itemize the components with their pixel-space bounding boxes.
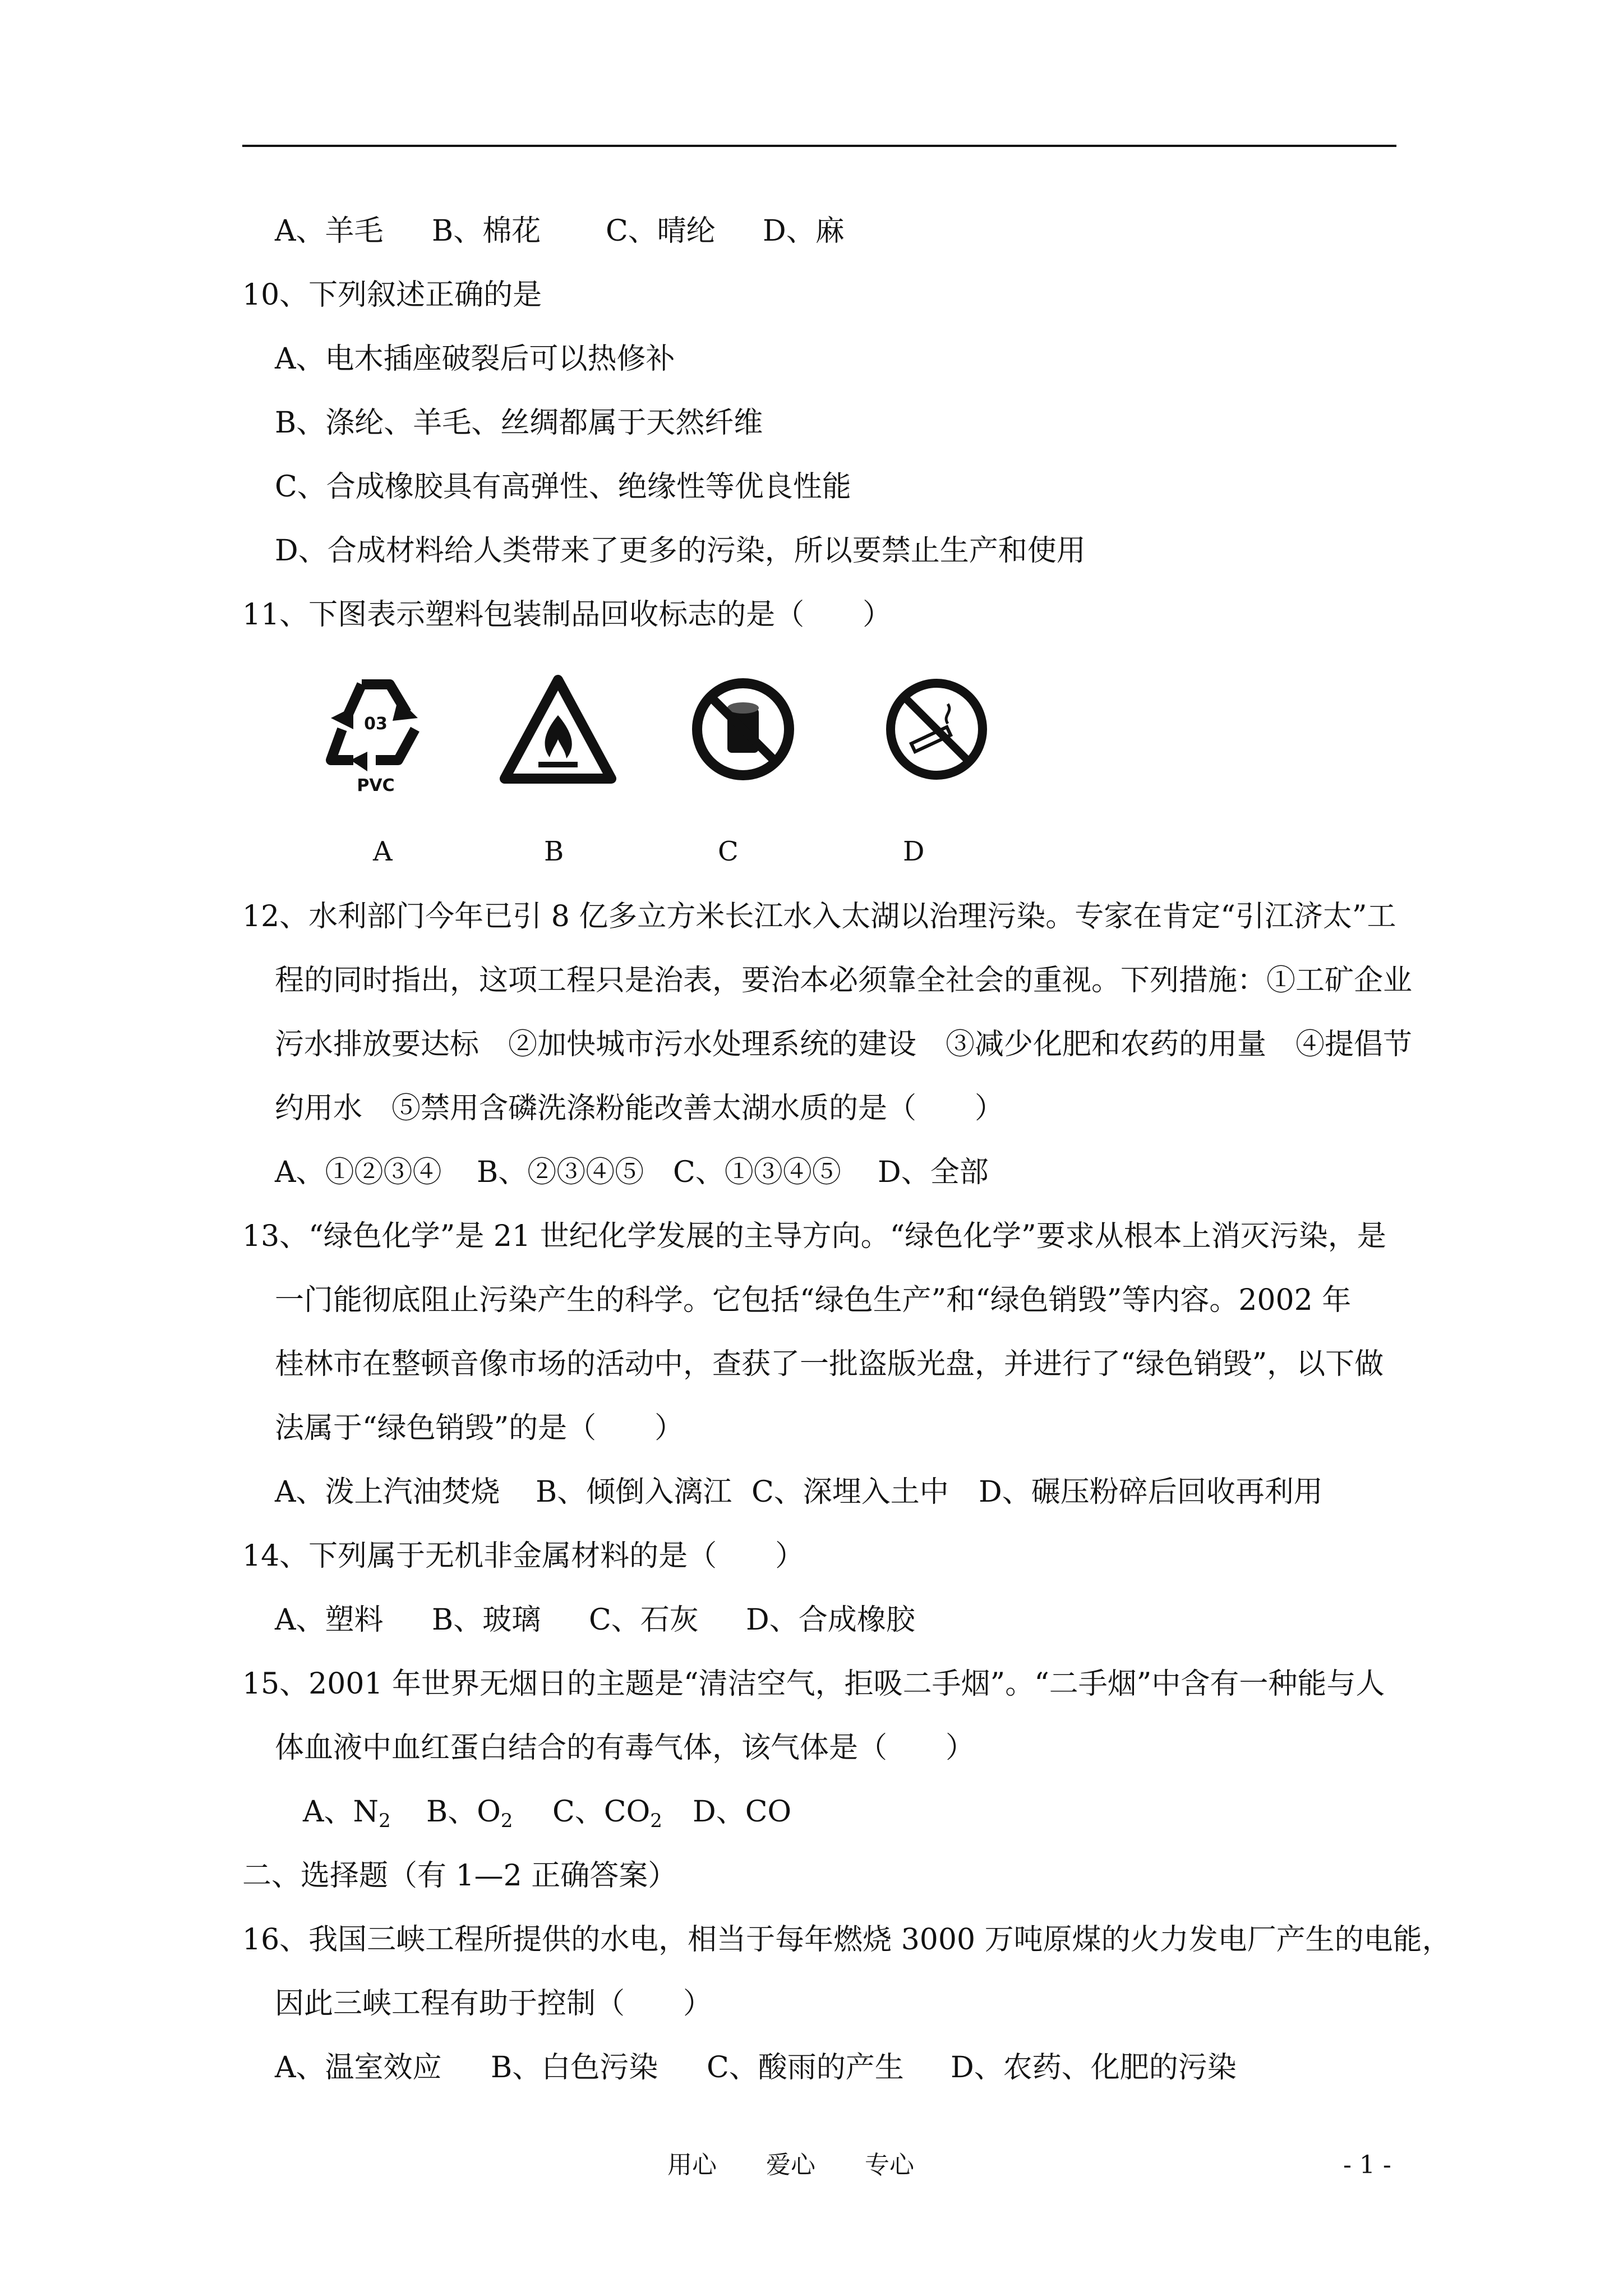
- q14-option-c: C、石灰: [589, 1603, 699, 1637]
- q15-line-1: 15、2001 年世界无烟日的主题是“清洁空气，拒吸二手烟”。“二手烟”中含有一种能与人: [242, 1667, 1385, 1701]
- flammable-warning-icon: [499, 673, 617, 785]
- q11-label-a: A: [373, 836, 393, 867]
- q16-option-a: A、温室效应: [275, 2051, 442, 2085]
- q14-option-b: B、玻璃: [432, 1603, 541, 1637]
- q13-option-a: A、泼上汽油焚烧: [275, 1475, 500, 1509]
- q15-line-2: 体血液中血红蛋白结合的有毒气体，该气体是（ ）: [275, 1731, 975, 1765]
- recycle-text: PVC: [357, 776, 395, 795]
- q9-option-b: B、棉花: [432, 214, 541, 248]
- q11-stem: 11、下图表示塑料包装制品回收标志的是（ ）: [242, 598, 892, 632]
- q12-line-1: 12、水利部门今年已引 8 亿多立方米长江水入太湖以治理污染。专家在肯定“引江济太”工: [242, 900, 1396, 933]
- q9-option-c: C、晴纶: [606, 214, 716, 248]
- q12-option-d: D、全部: [878, 1156, 989, 1189]
- recycle-pvc-icon: [314, 668, 437, 797]
- q13-line-4: 法属于“绿色销毁”的是（ ）: [275, 1411, 684, 1445]
- q16-option-c: C、酸雨的产生: [707, 2051, 904, 2085]
- q15-option-c: C、$CO_2$: [552, 1795, 662, 1832]
- q16-line-2: 因此三峡工程有助于控制（ ）: [275, 1987, 713, 2021]
- q10-stem: 10、下列叙述正确的是: [242, 278, 542, 312]
- header-rule: [242, 145, 1396, 147]
- q13-line-3: 桂林市在整顿音像市场的活动中，查获了一批盗版光盘，并进行了“绿色销毁”，以下做: [275, 1347, 1384, 1381]
- q9-option-d: D、麻: [763, 214, 845, 248]
- q16-line-1: 16、我国三峡工程所提供的水电，相当于每年燃烧 3000 万吨原煤的火力发电厂产生的电能，: [242, 1923, 1451, 1957]
- q11-label-c: C: [718, 836, 739, 867]
- q12-line-3: 污水排放要达标 ②加快城市污水处理系统的建设 ③减少化肥和农药的用量 ④提倡节: [275, 1028, 1413, 1061]
- q12-line-2: 程的同时指出，这项工程只是治表，要治本必须靠全社会的重视。下列措施：①工矿企业: [275, 964, 1413, 997]
- q14-option-a: A、塑料: [275, 1603, 384, 1637]
- q12-line-4: 约用水 ⑤禁用含磷洗涤粉能改善太湖水质的是（ ）: [275, 1092, 1004, 1125]
- q15-option-b: B、$O_2$: [426, 1795, 513, 1832]
- page-number: - 1 -: [1343, 2151, 1391, 2179]
- q9-option-a: A、羊毛: [275, 214, 384, 248]
- q12-option-c: C、①③④⑤: [673, 1156, 841, 1189]
- q13-line-2: 一门能彻底阻止污染产生的科学。它包括“绿色生产”和“绿色销毁”等内容。2002 年: [275, 1283, 1352, 1317]
- q13-option-b: B、倾倒入漓江: [536, 1475, 732, 1509]
- q13-option-c: C、深埋入土中: [751, 1475, 949, 1509]
- q10-option-b: B、涤纶、羊毛、丝绸都属于天然纤维: [275, 406, 763, 440]
- q16-option-d: D、农药、化肥的污染: [951, 2051, 1237, 2085]
- q10-option-a: A、电木插座破裂后可以热修补: [275, 342, 675, 376]
- q11-label-b: B: [544, 836, 564, 867]
- q13-option-d: D、碾压粉碎后回收再利用: [979, 1475, 1323, 1509]
- q14-stem: 14、下列属于无机非金属材料的是（ ）: [242, 1539, 805, 1573]
- no-dumping-icon: [687, 673, 799, 785]
- q10-option-d: D、合成材料给人类带来了更多的污染，所以要禁止生产和使用: [275, 534, 1086, 568]
- q10-option-c: C、合成橡胶具有高弹性、绝缘性等优良性能: [275, 470, 851, 504]
- q13-line-1: 13、“绿色化学”是 21 世纪化学发展的主导方向。“绿色化学”要求从根本上消灭污染，是: [242, 1220, 1386, 1253]
- footer-motto: 用心 爱心 专心: [667, 2151, 914, 2179]
- q15-option-a: A、$N_2$: [303, 1795, 391, 1832]
- q11-label-d: D: [903, 836, 925, 867]
- q15-option-d: D、CO: [693, 1795, 792, 1829]
- recycle-code: 03: [364, 714, 388, 734]
- section-2-title: 二、选择题（有 1—2 正确答案）: [242, 1859, 677, 1893]
- q12-option-b: B、②③④⑤: [477, 1156, 644, 1189]
- q12-option-a: A、①②③④: [275, 1156, 442, 1189]
- no-smoking-icon: [880, 673, 993, 785]
- q16-option-b: B、白色污染: [491, 2051, 658, 2085]
- q14-option-d: D、合成橡胶: [746, 1603, 915, 1637]
